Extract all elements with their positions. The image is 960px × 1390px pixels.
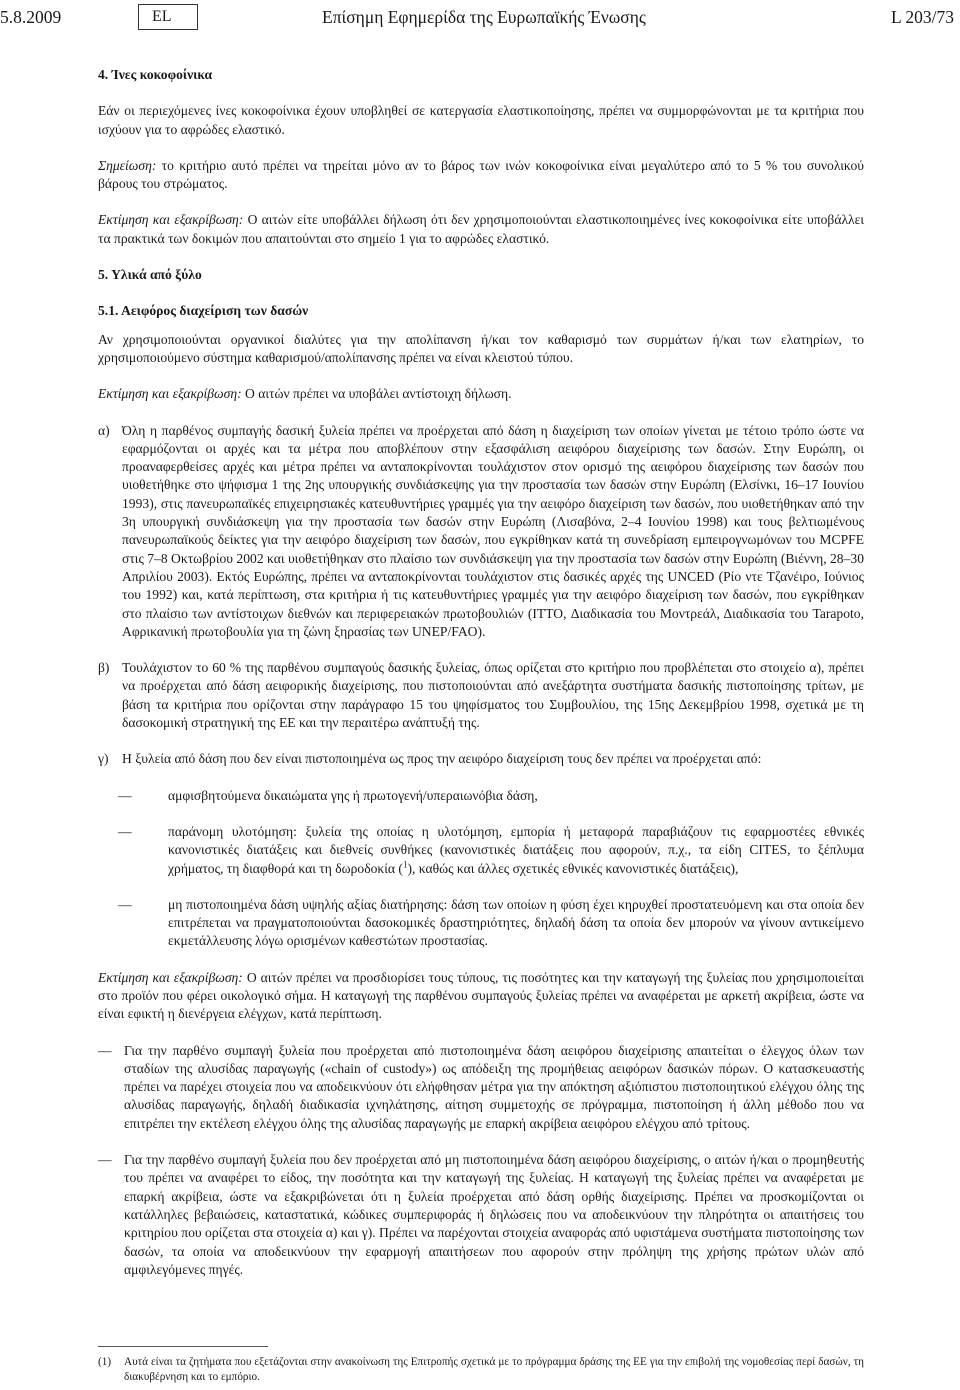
section-4-note [98, 157, 864, 194]
page-header [0, 6, 960, 34]
item-text: Τουλάχιστον το 60 % της παρθένου συμπαγούς δασικής ξυλείας, όπως ορίζεται στο κριτήριο που προβλέπεται στο στοιχείο α), πρέπει να προέρχεται από δάση αειφορικής διαχείρισης, που πιστοποιούνται από ανεξάρτητα συστήματα δασικής πιστοποίησης τρίτων, με βάση τα κριτήρια που ορίζονται στην παράγραφο 15 του ψηφίσματος του Συμβουλίου, της 15ης Δεκεμβρίου 1998, σχετικά με τη δασοκομική στρατηγική της ΕΕ και την περαιτέρω ανάπτυξή της. [122, 660, 864, 731]
dash-item-illegal-logging [118, 823, 864, 878]
note-text: το κριτήριο αυτό πρέπει να τηρείται μόνο αν το βάρος των ινών κοκοφοίνικα είναι μεγαλύτερο από το 5 % του συνολικού βάρους του στρώματος. [98, 157, 864, 192]
dash-label: — [118, 823, 132, 839]
dash-item-high-conservation [118, 896, 864, 951]
section-4-assessment [98, 211, 864, 248]
dash-label: — [118, 896, 132, 912]
section-5-heading: 5. Υλικά από ξύλο [98, 267, 202, 283]
section-5-1-heading: 5.1. Αειφόρος διαχείριση των δασών [98, 303, 309, 319]
footnote [98, 1355, 864, 1385]
dash-label: — [98, 1152, 112, 1168]
item-text: Όλη η παρθένος συμπαγής δασική ξυλεία πρέπει να προέρχεται από δάση η διαχείριση των οποίων γίνεται με τέτοιο τρόπο ώστε να εφαρμόζονται οι αρχές και τα μέτρα που αποβλέπουν στην εξασφάλιση αειφόρου διαχείρισης των δασών. Στην Ευρώπη, οι προαναφερθείσες αρχές και μέτρα πρέπει να ανταποκρίνονται τουλάχιστον στον ορισμό της αειφόρου διαχείρισης των δασών που υιοθετήθηκε στο ψήφισμα 1 της 2ης υπουργικής συνδιάσκεψης για την προστασία των δασών στην Ευρώπη (Ελσίνκι, 16–17 Ιουνίου 1993), στις πανευρωπαϊκές επιχειρησιακές κατευθυντήριες γραμμές για την αειφόρο διαχείριση των δασών, που υιοθετήθηκαν από την 3η υπουργική συνδιάσκεψη για την προστασία των δασών στην Ευρώπη (Λισαβόνα, 2–4 Ιουνίου 1998) και τους βελτιωμένους πανευρωπαϊκούς δείκτες για την αειφόρο διαχείριση των δασών, που εγκρίθηκαν κατά τη συνεδρίαση εμπειρογνωμόνων του MCPFE στις 7–8 Οκτωβρίου 2002 και υιοθετήθηκαν στο πλαίσιο των συνδιάσκεψη για την προστασία των δασών στην Ευρώπη (Βιέννη, 28–30 Απριλίου 2003). Εκτός Ευρώπης, πρέπει να ανταποκρίνονται τουλάχιστον στις δασικές αρχές της UNCED (Ρίο ντε Τζανέιρο, Ιούνιος του 1992) και, κατά περίπτωση, στα κριτήρια ή τις κατευθυντήριες γραμμές για την αειφόρο διαχείριση των δασών, που εγκρίθηκαν στο πλαίσιο των αντίστοιχων διεθνών και περιφερειακών πρωτοβουλιών (ITTO, Διαδικασία του Μοντρεάλ, Διαδικασία του Tarapoto, Αφρικανική πρωτοβουλία για τη ζώνη ξηρασίας των UNEP/FAO). [122, 422, 864, 639]
list-item-b [98, 659, 864, 732]
dash-text: Για την παρθένο συμπαγή ξυλεία που προέρχεται από πιστοποιημένα δάση αειφόρου διαχείρισης απαιτείται ο έλεγχος όλων των σταδίων της αλυσίδας παραγωγής («chain of custody») ως απόδειξη της προμήθειας αειφόρων δασικών πόρων. Ο κατασκευαστής πρέπει να παρέχει στοιχεία που να αποδεικνύουν ότι ελήφθησαν μέτρα για την απόκτηση αξιόπιστου πιστοποιητικού ελέγχου όλης της αλυσίδας παραγωγής, δηλαδή διαδικασία ιχνηλάτησης, αίτηση συμμετοχής σε πρόγραμμα, πιστοποίηση ή άλλη μέθοδο που να επιτρέπει την εκτέλεση ελέγχου όλης της αλυσίδας παραγωγής με επαρκή ακρίβεια αειφόρου ελέγχου από τρίτους. [124, 1042, 864, 1131]
section-4-heading: 4. Ίνες κοκοφοίνικα [98, 67, 213, 82]
assessment-text: Ο αιτών πρέπει να προσδιορίσει τους τύπους, τις ποσότητες και την καταγωγή της ξυλείας που χρησιμοποιείται στο προϊόν που φέρει οικολογικό σήμα. Η καταγωγή της παρθένου συμπαγούς ξυλείας πρέπει να αναφέρεται με αρκετή ακρίβεια, ώστε να είναι εφικτή η διενέργεια ελέγχων, κατά περίπτωση. [98, 969, 864, 1022]
language-badge: EL [138, 4, 198, 30]
footnote-ref[interactable]: 1 [402, 858, 408, 869]
item-label: γ) [98, 751, 109, 767]
dash-text-part: παράνομη υλοτόμηση: ξυλεία της οποίας η υλοτόμηση, εμπορία ή μεταφορά παραβιάζουν τις εφαρμοστέες εθνικές κανονιστικές διατάξεις και διεθνείς συνθήκες (κανονιστικές διατάξεις που αφορούν, π.χ., τα είδη CITES, το ξέπλυμα χρήματος, τη διαφθορά και τη δωροδοκία ( [168, 823, 864, 876]
footnote-divider [98, 1346, 268, 1347]
item-label: α) [98, 422, 110, 438]
item-label: β) [98, 660, 110, 676]
dash-label: — [118, 787, 132, 803]
item-text: Η ξυλεία από δάση που δεν είναι πιστοποιημένα ως προς την αειφόρο διαχείριση τους δεν πρέπει να προέρχεται από: [122, 751, 762, 767]
page-reference: L 203/73 [890, 7, 954, 27]
dash-text: Για την παρθένο συμπαγή ξυλεία που δεν προέρχεται από μη πιστοποιημένα δάση αειφόρου διαχείρισης, ο αιτών ή/και ο προμηθευτής του πρέπει να αναφέρει το είδος, την ποσότητα και την καταγωγή της ξυλείας. Η καταγωγή της ξυλείας πρέπει να αναφέρεται με επαρκή ακρίβεια, ώστε να εξακριβώνεται ότι η ξυλεία προέρχεται από δάση ορθής διαχείρισης. Πρέπει να προσκομίζονται οι κατάλληλες βεβαιώσεις, καταστατικά, κώδικες συμπεριφοράς ή δηλώσεις που να αποδεικνύουν την πληρότητα οι απαιτήσεις του κριτηρίου που ορίζεται στα στοιχεία α) και γ). Πρέπει να παρέχονται στοιχεία αναφοράς από υφιστάμενα συστήματα πιστοποίησης των δασών, τα οποία να αποδεικνύουν την εφαρμογή απαιτήσεων που αφορούν στην πρόληψη της χρήσης πρώτων υλών από αμφιλεγόμενες πηγές. [124, 1152, 864, 1277]
footnote-label: (1) [98, 1356, 112, 1368]
section-5-assessment [98, 385, 864, 403]
assessment-text: Ο αιτών πρέπει να υποβάλει αντίστοιχη δήλωση. [241, 386, 512, 402]
assessment-label: Εκτίμηση και εξακρίβωση: [98, 386, 242, 402]
section-5-paragraph: Αν χρησιμοποιούνται οργανικοί διαλύτες για την απολίπανση ή/και τον καθαρισμό των συρμάτων ή/και των ελατηρίων, το χρησιμοποιούμενο σύστημα καθαρισμού/απολίπανσης πρέπει να είναι κλειστού τύπου. [98, 331, 864, 365]
section-5-assessment-2 [98, 969, 864, 1024]
assessment-text: Ο αιτών είτε υποβάλλει δήλωση ότι δεν χρησιμοποιούνται ελαστικοποιημένες ίνες κοκοφοίνικα είτε υποβάλλει τα πρακτικά των δοκιμών που απαιτούνται στο σημείο 1 για το αφρώδες ελαστικό. [98, 212, 864, 246]
assessment-label: Εκτίμηση και εξακρίβωση: [98, 969, 243, 985]
dash-item-certified-wood [98, 1042, 864, 1133]
note-label: Σημείωση: [98, 157, 157, 173]
document-body [98, 66, 864, 1279]
header-date: 5.8.2009 [0, 7, 62, 27]
section-4-paragraph: Εάν οι περιεχόμενες ίνες κοκοφοίνικα έχουν υποβληθεί σε κατεργασία ελαστικοποίησης, πρέπει να συμμορφώνονται με τα κριτήρια που ισχύουν για το αφρώδες ελαστικό. [98, 103, 864, 137]
footnote-text: Αυτά είναι τα ζητήματα που εξετάζονται στην ανακοίνωση της Επιτροπής σχετικά με το πρόγραμμα δράσης της ΕΕ για την επιβολή της νομοθεσίας περί δασών, τη διακυβέρνηση και το εμπόριο. [124, 1356, 864, 1383]
journal-title: Επίσημη Εφημερίδα της Ευρωπαϊκής Ένωσης [322, 7, 646, 27]
list-item-c [98, 750, 864, 768]
dash-item-disputed-land [118, 787, 864, 805]
dash-label: — [98, 1042, 112, 1058]
dash-item-uncertified-wood [98, 1151, 864, 1279]
dash-text: αμφισβητούμενα δικαιώματα γης ή πρωτογενή/υπεραιωνόβια δάση, [168, 787, 538, 803]
dash-text-part: ), καθώς και άλλες σχετικές εθνικές κανονιστικές διατάξεις), [407, 860, 739, 876]
list-item-a [98, 422, 864, 642]
dash-text [168, 823, 864, 878]
dash-text: μη πιστοποιημένα δάση υψηλής αξίας διατήρησης: δάση των οποίων η φύση έχει κηρυχθεί προστατευόμενη και στα οποία δεν επιτρέπεται να πραγματοποιούνται δασοκομικές δραστηριότητες, δηλαδή δάση τα οποία δεν μπορούν να γίνουν αντικείμενο εκμετάλλευσης λόγω ορισμένων καθεστώτων προστασίας. [168, 896, 864, 949]
assessment-label: Εκτίμηση και εξακρίβωση: [98, 212, 244, 228]
